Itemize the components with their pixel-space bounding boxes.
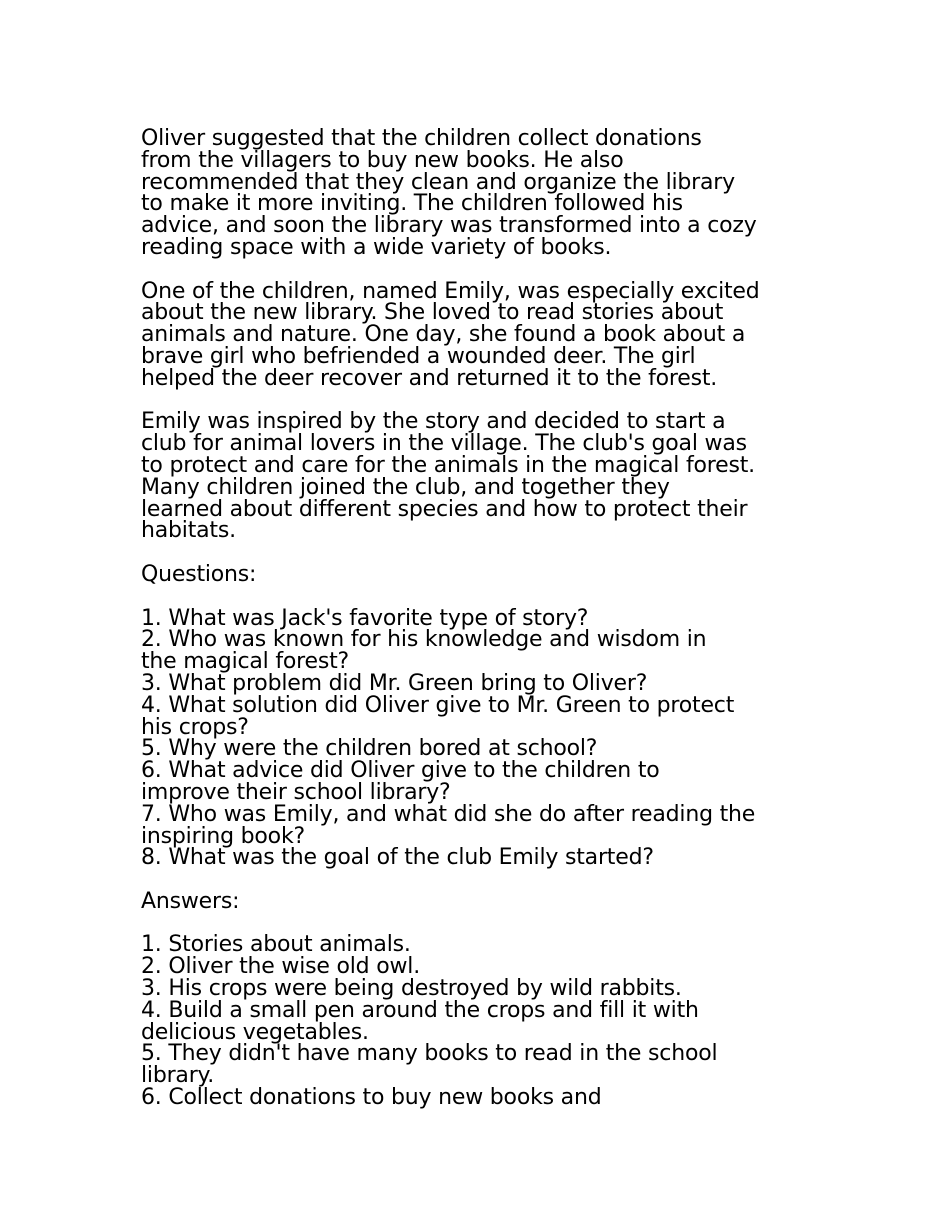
question-item	[141, 629, 821, 673]
answer-item	[141, 1087, 821, 1109]
question-item	[141, 738, 821, 760]
answer-item	[141, 978, 821, 1000]
text-line: brave girl who befriended a wounded deer. The girl	[141, 343, 696, 369]
text-line: animals and nature. One day, she found a book about a	[141, 322, 746, 348]
answers-heading: Answers:	[141, 888, 240, 914]
questions-list	[141, 605, 821, 871]
text-line: 2. Oliver the wise old owl.	[141, 954, 420, 980]
question-item	[141, 760, 821, 804]
question-item	[141, 605, 821, 631]
text-line: advice, and soon the library was transformed into a cozy	[141, 213, 757, 239]
text-line: about the new library. She loved to read stories about	[141, 300, 724, 326]
text-line: 5. They didn't have many books to read in the school	[141, 1041, 718, 1067]
text-line: 7. Who was Emily, and what did she do after reading the	[141, 801, 756, 827]
question-item	[141, 692, 821, 740]
text-line: 3. His crops were being destroyed by wild rabbits.	[141, 976, 682, 1002]
text-line: 1. Stories about animals.	[141, 932, 411, 958]
answer-item	[141, 956, 821, 978]
text-line: One of the children, named Emily, was especially excited	[141, 278, 760, 304]
paragraph-emily	[141, 278, 821, 391]
text-line: learned about different species and how to protect their	[141, 496, 748, 522]
questions-heading: Questions:	[141, 561, 257, 587]
text-line: 1. What was Jack's favorite type of story?	[141, 605, 589, 631]
question-item	[141, 847, 821, 869]
text-line: 5. Why were the children bored at school?	[141, 736, 598, 762]
text-line: recommended that they clean and organize the library	[141, 169, 735, 195]
text-line: 6. Collect donations to buy new books and	[141, 1085, 602, 1111]
text-line: his crops?	[141, 714, 249, 740]
text-line: reading space with a wide variety of books.	[141, 234, 612, 260]
text-line: Oliver suggested that the children collect donations	[141, 126, 702, 151]
text-line: to protect and care for the animals in the magical forest.	[141, 452, 755, 478]
text-line: club for animal lovers in the village. The club's goal was	[141, 431, 747, 457]
paragraph-club	[141, 411, 821, 542]
text-line: library.	[141, 1063, 215, 1089]
document-page	[141, 128, 821, 1131]
text-line: to make it more inviting. The children followed his	[141, 191, 683, 217]
paragraph-donations	[141, 128, 821, 259]
text-line: from the villagers to buy new books. He also	[141, 147, 624, 173]
text-line: delicious vegetables.	[141, 1019, 369, 1045]
text-line: 3. What problem did Mr. Green bring to Oliver?	[141, 670, 648, 696]
text-line: the magical forest?	[141, 649, 350, 675]
answers-list	[141, 932, 821, 1111]
text-line: improve their school library?	[141, 779, 451, 805]
text-line: 4. What solution did Oliver give to Mr. Green to protect	[141, 692, 735, 718]
text-line: habitats.	[141, 518, 236, 544]
text-line: 8. What was the goal of the club Emily started?	[141, 845, 654, 871]
text-line: Emily was inspired by the story and decided to start a	[141, 409, 726, 435]
text-line: 4. Build a small pen around the crops and fill it with	[141, 997, 699, 1023]
text-line: 6. What advice did Oliver give to the children to	[141, 758, 660, 784]
text-line: inspiring book?	[141, 823, 305, 849]
question-item	[141, 670, 821, 696]
answer-item	[141, 934, 821, 956]
text-line: 2. Who was known for his knowledge and wisdom in	[141, 627, 707, 653]
answer-item	[141, 1043, 821, 1087]
question-item	[141, 801, 821, 849]
text-line: Many children joined the club, and together they	[141, 474, 670, 500]
text-line: helped the deer recover and returned it to the forest.	[141, 365, 718, 391]
answer-item	[141, 997, 821, 1045]
